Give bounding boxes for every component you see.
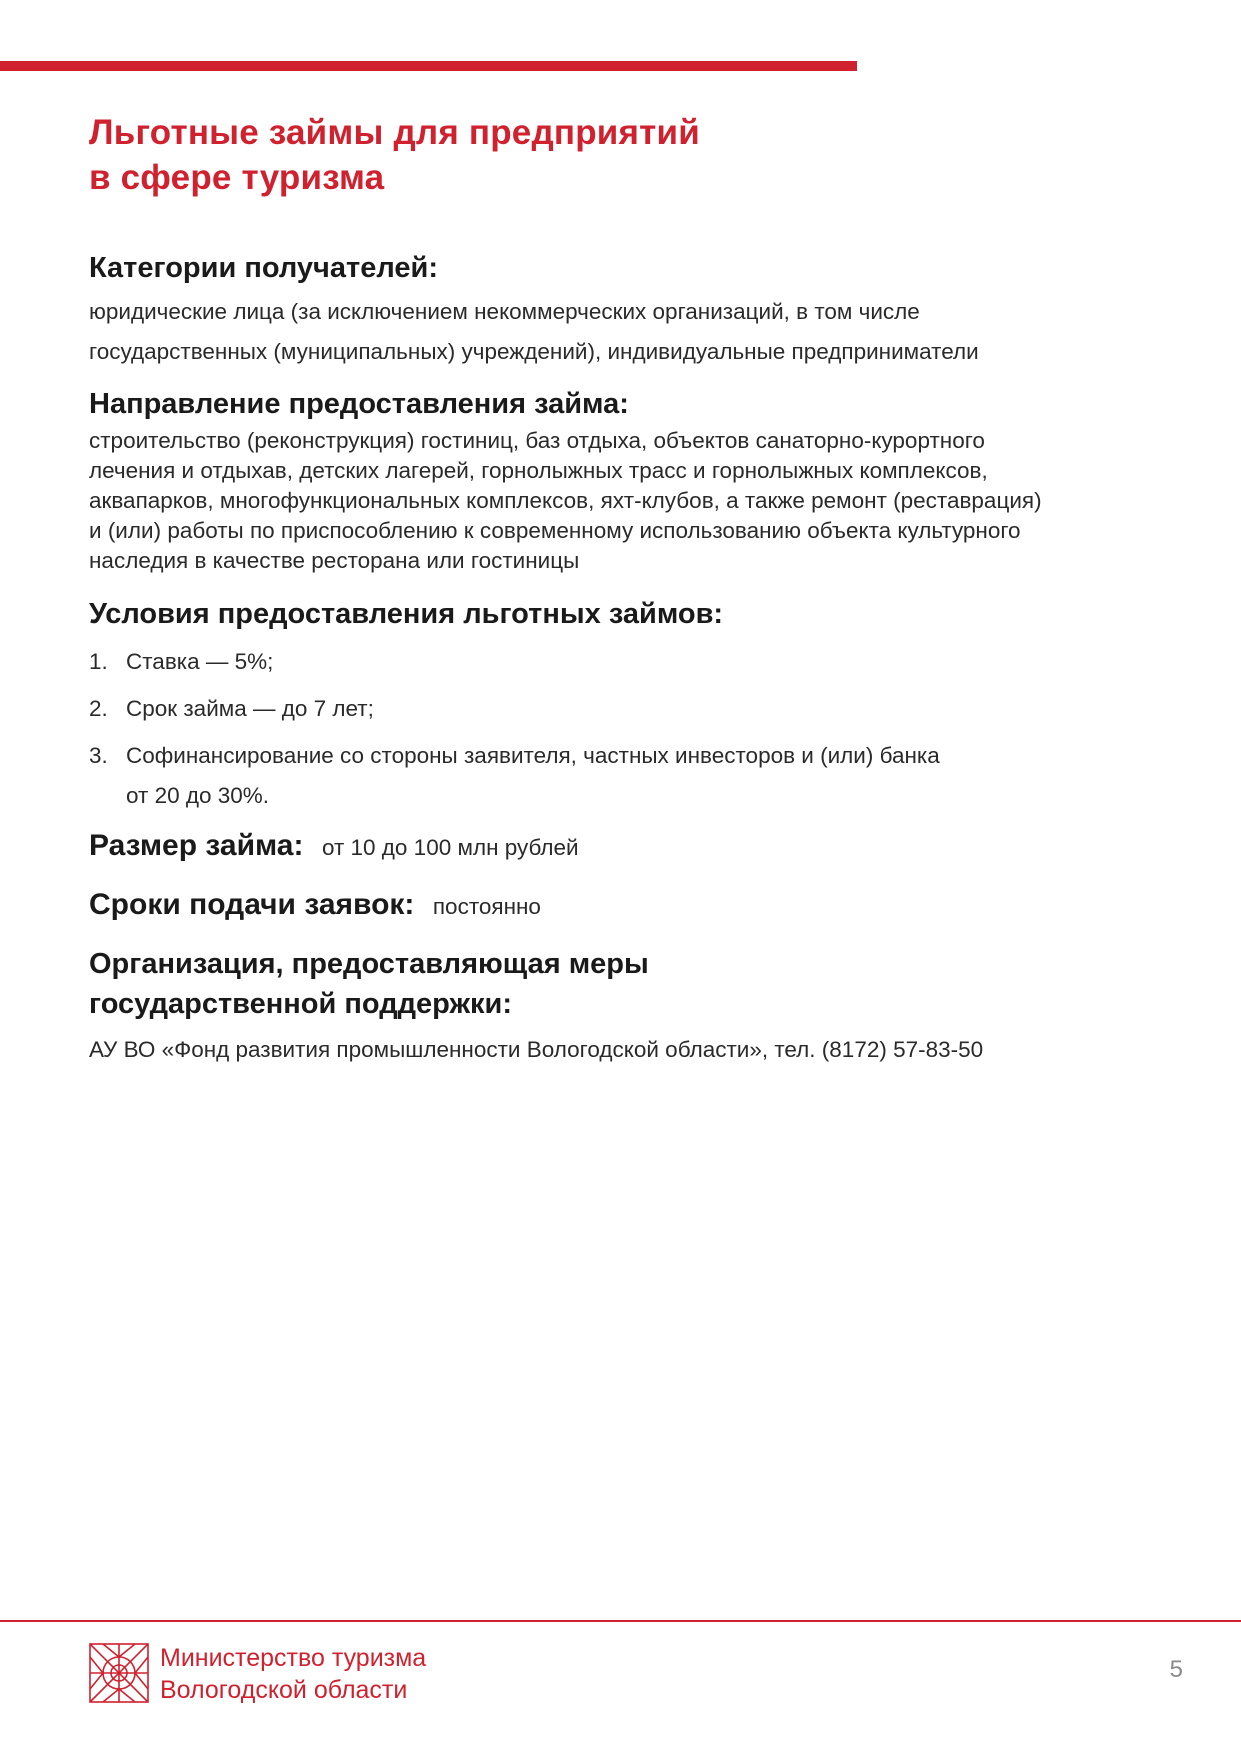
page-number: 5 — [1169, 1656, 1183, 1683]
ministry-emblem-icon — [89, 1643, 149, 1703]
list-item-text: Софинансирование со стороны заявителя, частных инвесторов и (или) банка — [126, 743, 940, 768]
list-item-number: 1. — [89, 649, 108, 674]
list-item — [89, 689, 1169, 729]
deadline-value: постоянно — [432, 894, 541, 919]
categories-text — [89, 292, 1169, 372]
direction-line5: наследия в качестве ресторана или гостиницы — [89, 548, 580, 573]
direction-line1: строительство (реконструкция) гостиниц, баз отдыха, объектов санаторно-курортного — [89, 428, 985, 453]
loan-size-label: Размер займа: — [89, 829, 304, 862]
list-item-number: 2. — [89, 696, 108, 721]
page-content — [89, 110, 1169, 1068]
organization-heading-line1: Организация, предоставляющая меры — [89, 948, 649, 980]
ministry-name-line1: Министерство туризма — [160, 1644, 427, 1672]
conditions-heading: Условия предоставления льготных займов: — [89, 598, 724, 630]
list-item-text: Срок займа — до 7 лет; — [126, 696, 374, 721]
categories-line2: государственных (муниципальных) учреждений), индивидуальные предприниматели — [89, 339, 979, 364]
organization-heading-line2: государственной поддержки: — [89, 988, 513, 1020]
list-item — [89, 736, 1169, 816]
ministry-name-line2: Вологодской области — [160, 1676, 408, 1704]
list-item-text-cont: от 20 до 30%. — [126, 783, 270, 808]
page-title-line1: Льготные займы для предприятий — [89, 113, 700, 152]
list-item — [89, 642, 1169, 682]
deadline-row — [89, 885, 1169, 932]
page-title — [89, 110, 1169, 200]
top-accent-bar — [0, 61, 857, 71]
categories-line1: юридические лица (за исключением некоммерческих организаций, в том числе — [89, 299, 920, 324]
conditions-list — [89, 642, 1169, 816]
organization-text: АУ ВО «Фонд развития промышленности Вологодской области», тел. (8172) 57-83-50 — [89, 1037, 984, 1062]
page-title-line2: в сфере туризма — [89, 158, 385, 197]
organization-heading — [89, 944, 1169, 1024]
direction-line2: лечения и отдыхав, детских лагерей, горнолыжных трасс и горнолыжных комплексов, — [89, 458, 988, 483]
footer-divider — [0, 1620, 1241, 1622]
deadline-label: Сроки подачи заявок: — [89, 888, 415, 921]
list-item-number: 3. — [89, 743, 108, 768]
direction-heading: Направление предоставления займа: — [89, 388, 629, 420]
ministry-name — [160, 1642, 426, 1706]
direction-line4: и (или) работы по приспособлению к современному использованию объекта культурного — [89, 518, 1021, 543]
direction-text — [89, 426, 1169, 576]
direction-line3: аквапарков, многофункциональных комплексов, яхт-клубов, а также ремонт (реставрация) — [89, 488, 1042, 513]
categories-heading: Категории получателей: — [89, 252, 438, 284]
loan-size-row — [89, 826, 1169, 873]
list-item-text: Ставка — 5%; — [126, 649, 274, 674]
loan-size-value: от 10 до 100 млн рублей — [321, 835, 579, 860]
